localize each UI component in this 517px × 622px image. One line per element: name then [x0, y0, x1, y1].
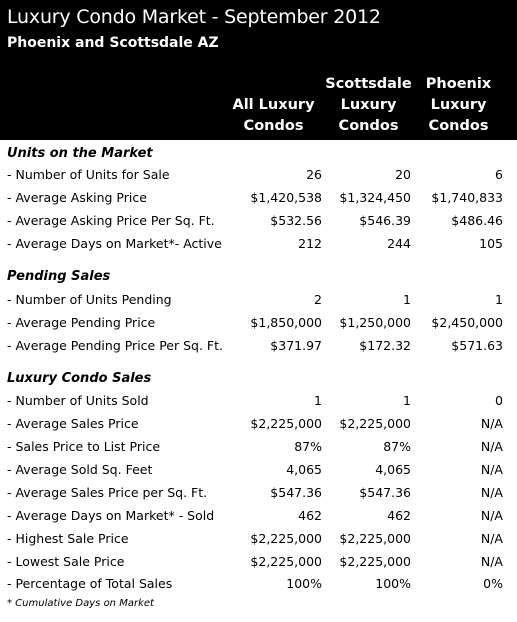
table-row — [0, 554, 517, 576]
cell-scottsdale: $2,225,000 — [339, 416, 411, 431]
cell-all-luxury: 4,065 — [286, 462, 322, 477]
cell-scottsdale: $172.32 — [359, 338, 411, 353]
table-row — [0, 190, 517, 212]
table-row — [0, 292, 517, 314]
table-row — [0, 315, 517, 337]
column-header-line: Condos — [243, 118, 304, 134]
cell-phoenix: 0% — [483, 576, 503, 591]
cell-phoenix: N/A — [480, 462, 503, 477]
row-label: - Average Pending Price Per Sq. Ft. — [7, 338, 223, 353]
table-row — [0, 236, 517, 258]
table-row — [0, 439, 517, 461]
cell-scottsdale: $1,324,450 — [339, 190, 411, 205]
cell-phoenix: N/A — [480, 531, 503, 546]
cell-phoenix: 1 — [495, 292, 503, 307]
row-label: - Percentage of Total Sales — [7, 576, 173, 591]
cell-phoenix: $1,740,833 — [431, 190, 503, 205]
table-row — [0, 462, 517, 484]
table-row — [0, 416, 517, 438]
cell-scottsdale: 1 — [403, 292, 411, 307]
row-label: - Sales Price to List Price — [7, 439, 161, 454]
cell-all-luxury: $1,420,538 — [250, 190, 322, 205]
cell-phoenix: 105 — [479, 236, 503, 251]
column-header-all-luxury — [226, 95, 321, 137]
cell-scottsdale: $2,225,000 — [339, 531, 411, 546]
cell-phoenix: $486.46 — [451, 213, 503, 228]
column-header-line: Condos — [428, 118, 489, 134]
row-label: - Number of Units for Sale — [7, 167, 170, 182]
cell-all-luxury: 462 — [298, 508, 322, 523]
row-label: - Average Sold Sq. Feet — [7, 462, 153, 477]
table-header — [0, 0, 517, 140]
table-row — [0, 167, 517, 189]
cell-all-luxury: $2,225,000 — [250, 531, 322, 546]
row-label: - Number of Units Pending — [7, 292, 172, 307]
section-title-luxury-condo-sales: Luxury Condo Sales — [7, 371, 152, 386]
table-row — [0, 508, 517, 530]
cell-phoenix: N/A — [480, 508, 503, 523]
cell-all-luxury: 212 — [298, 236, 322, 251]
column-header-line: Phoenix — [425, 76, 492, 92]
table-row — [0, 576, 517, 598]
cell-scottsdale: 244 — [387, 236, 411, 251]
table-row — [0, 338, 517, 360]
cell-phoenix: 0 — [495, 393, 503, 408]
section-title-pending-sales: Pending Sales — [7, 269, 111, 284]
cell-scottsdale: 20 — [395, 167, 411, 182]
cell-scottsdale: 1 — [403, 393, 411, 408]
cell-phoenix: $2,450,000 — [431, 315, 503, 330]
page-title: Luxury Condo Market - September 2012 — [7, 6, 381, 28]
row-label: - Average Days on Market* - Sold — [7, 508, 215, 523]
row-label: - Average Sales Price — [7, 416, 139, 431]
table-row — [0, 531, 517, 553]
row-label: - Number of Units Sold — [7, 393, 149, 408]
table-row — [0, 213, 517, 235]
cell-all-luxury: 1 — [314, 393, 322, 408]
cell-scottsdale: $1,250,000 — [339, 315, 411, 330]
cell-all-luxury: 26 — [306, 167, 322, 182]
cell-all-luxury: $2,225,000 — [250, 554, 322, 569]
row-label: - Average Asking Price Per Sq. Ft. — [7, 213, 215, 228]
cell-all-luxury: $547.36 — [270, 485, 322, 500]
row-label: - Average Days on Market*- Active — [7, 236, 222, 251]
cell-scottsdale: 462 — [387, 508, 411, 523]
column-header-scottsdale — [321, 74, 416, 137]
column-header-phoenix — [411, 74, 506, 137]
cell-scottsdale: $547.36 — [359, 485, 411, 500]
column-header-line: All Luxury — [232, 97, 315, 113]
cell-phoenix: N/A — [480, 439, 503, 454]
row-label: - Average Sales Price per Sq. Ft. — [7, 485, 208, 500]
cell-phoenix: $571.63 — [451, 338, 503, 353]
cell-all-luxury: $1,850,000 — [250, 315, 322, 330]
row-label: - Highest Sale Price — [7, 531, 129, 546]
section-title-units-on-market: Units on the Market — [7, 146, 153, 161]
row-label: - Lowest Sale Price — [7, 554, 125, 569]
cell-phoenix: 6 — [495, 167, 503, 182]
column-header-line: Luxury — [340, 97, 397, 113]
cell-all-luxury: 2 — [314, 292, 322, 307]
cell-scottsdale: 4,065 — [375, 462, 411, 477]
column-header-line: Condos — [338, 118, 399, 134]
row-label: - Average Asking Price — [7, 190, 147, 205]
cell-scottsdale: 100% — [375, 576, 411, 591]
cell-phoenix: N/A — [480, 554, 503, 569]
cell-scottsdale: $2,225,000 — [339, 554, 411, 569]
cell-all-luxury: 100% — [286, 576, 322, 591]
cell-all-luxury: $371.97 — [270, 338, 322, 353]
cell-phoenix: N/A — [480, 485, 503, 500]
cell-phoenix: N/A — [480, 416, 503, 431]
cell-all-luxury: $532.56 — [270, 213, 322, 228]
cell-all-luxury: $2,225,000 — [250, 416, 322, 431]
row-label: - Average Pending Price — [7, 315, 156, 330]
footnote: * Cumulative Days on Market — [7, 598, 154, 609]
cell-scottsdale: $546.39 — [359, 213, 411, 228]
column-header-line: Scottsdale — [325, 76, 412, 92]
cell-scottsdale: 87% — [383, 439, 411, 454]
table-row — [0, 393, 517, 415]
page-subtitle: Phoenix and Scottsdale AZ — [7, 35, 219, 51]
table-row — [0, 485, 517, 507]
cell-all-luxury: 87% — [294, 439, 322, 454]
column-header-line: Luxury — [430, 97, 487, 113]
